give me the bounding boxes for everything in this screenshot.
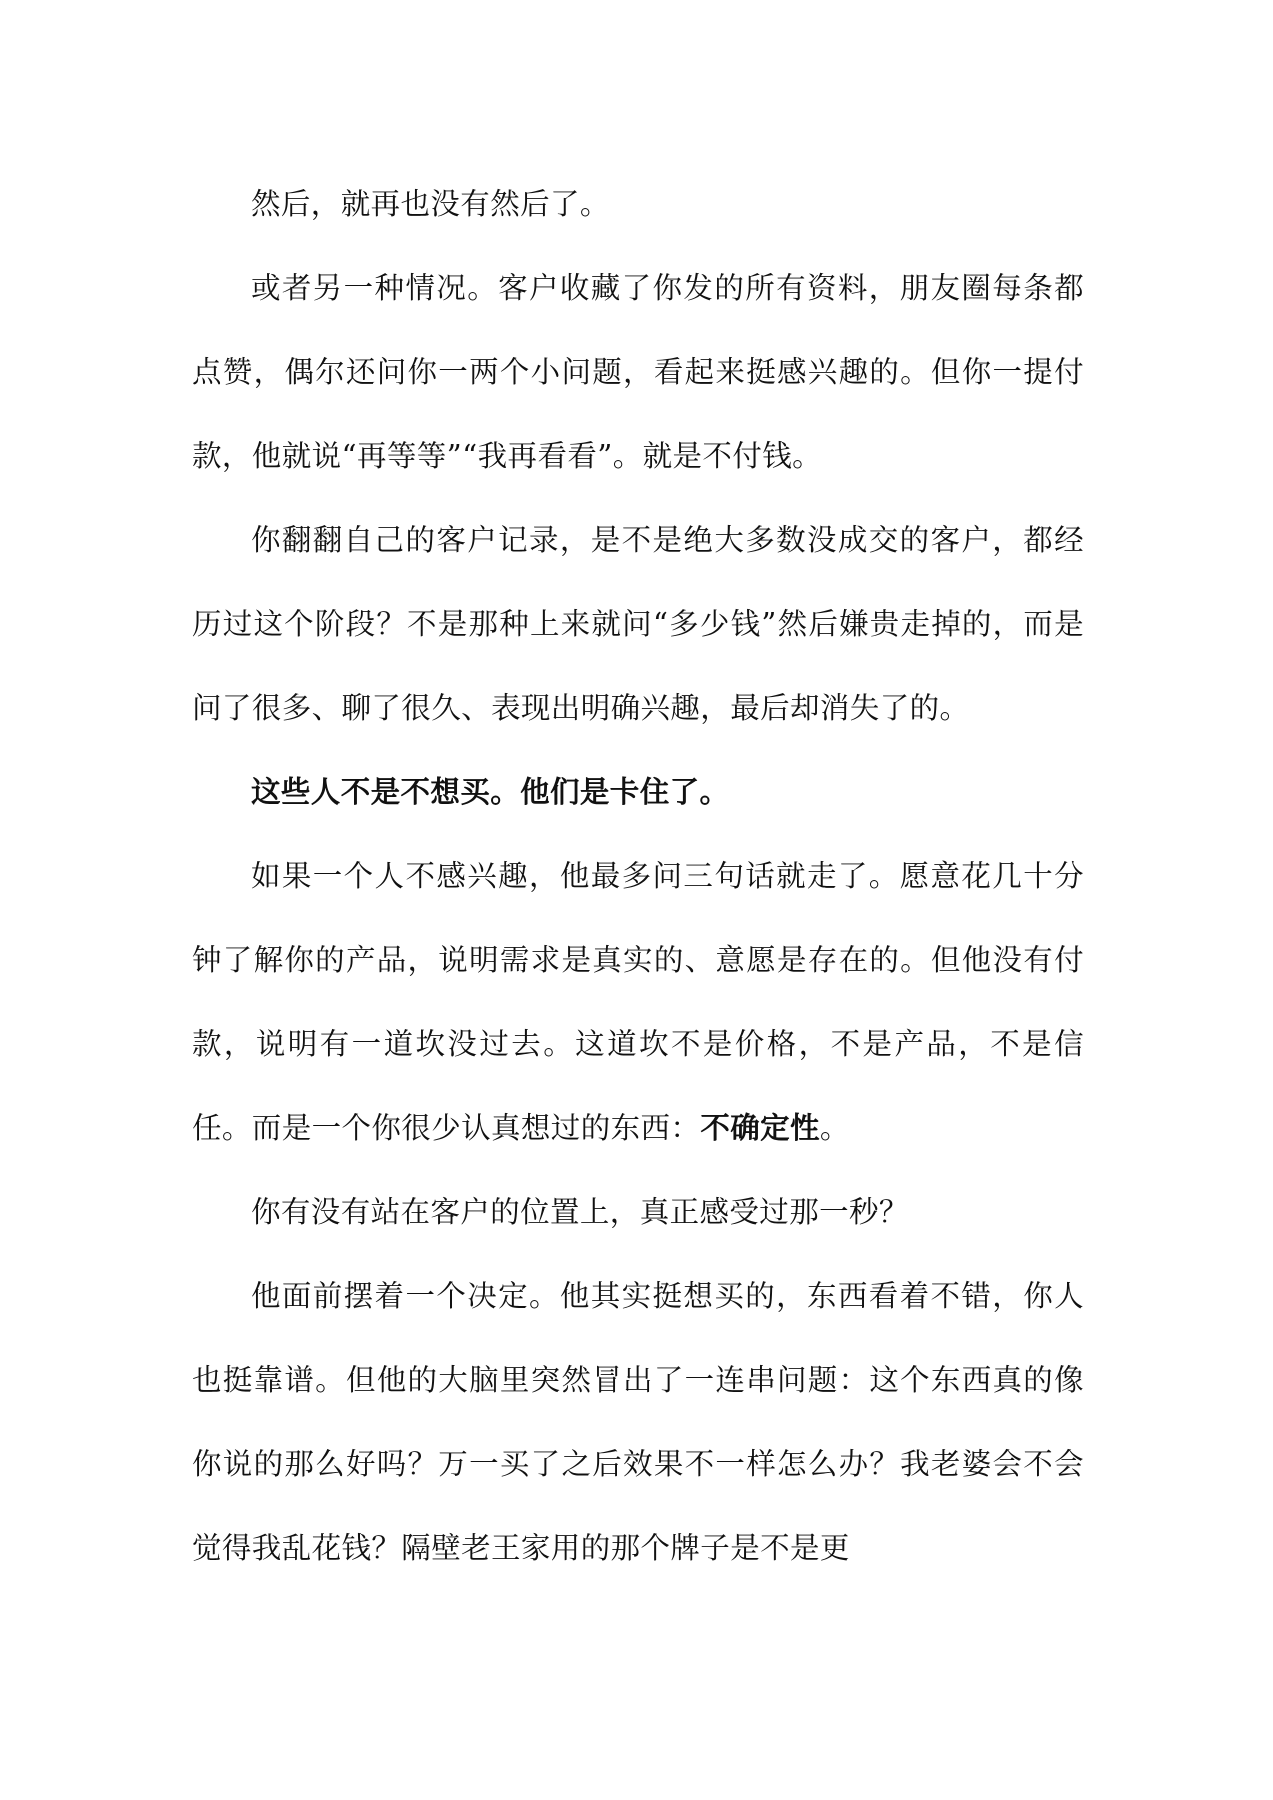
paragraph-2: 或者另一种情况。客户收藏了你发的所有资料，朋友圈每条都点赞，偶尔还问你一两个小问题，看起来挺感兴趣的。但你一提付款，他就说“再等等”“我再看看”。就是不付钱。 <box>192 271 1084 473</box>
paragraph-1: 然后，就再也没有然后了。 <box>251 187 610 221</box>
paragraph-6: 你有没有站在客户的位置上，真正感受过那一秒？ <box>251 1195 909 1229</box>
document-body <box>192 162 1084 1590</box>
paragraph-5-tail: 。 <box>819 1111 850 1145</box>
paragraph-5 <box>192 834 1084 1170</box>
paragraph-5-emphasis: 不确定性 <box>700 1111 820 1145</box>
paragraph-7: 他面前摆着一个决定。他其实挺想买的，东西看着不错，你人也挺靠谱。但他的大脑里突然冒出了一连串问题：这个东西真的像你说的那么好吗？万一买了之后效果不一样怎么办？我老婆会不会觉得我乱花钱？隔壁老王家用的那个牌子是不是更 <box>192 1279 1084 1565</box>
paragraph-4-bold: 这些人不是不想买。他们是卡住了。 <box>251 775 730 809</box>
paragraph-3: 你翻翻自己的客户记录，是不是绝大多数没成交的客户，都经历过这个阶段？不是那种上来就问“多少钱”然后嫌贵走掉的，而是问了很多、聊了很久、表现出明确兴趣，最后却消失了的。 <box>192 523 1084 725</box>
paragraph-5-text: 如果一个人不感兴趣，他最多问三句话就走了。愿意花几十分钟了解你的产品，说明需求是真实的、意愿是存在的。但他没有付款，说明有一道坎没过去。这道坎不是价格，不是产品，不是信任。而是一个你很少认真想过的东西： <box>192 859 1084 1145</box>
